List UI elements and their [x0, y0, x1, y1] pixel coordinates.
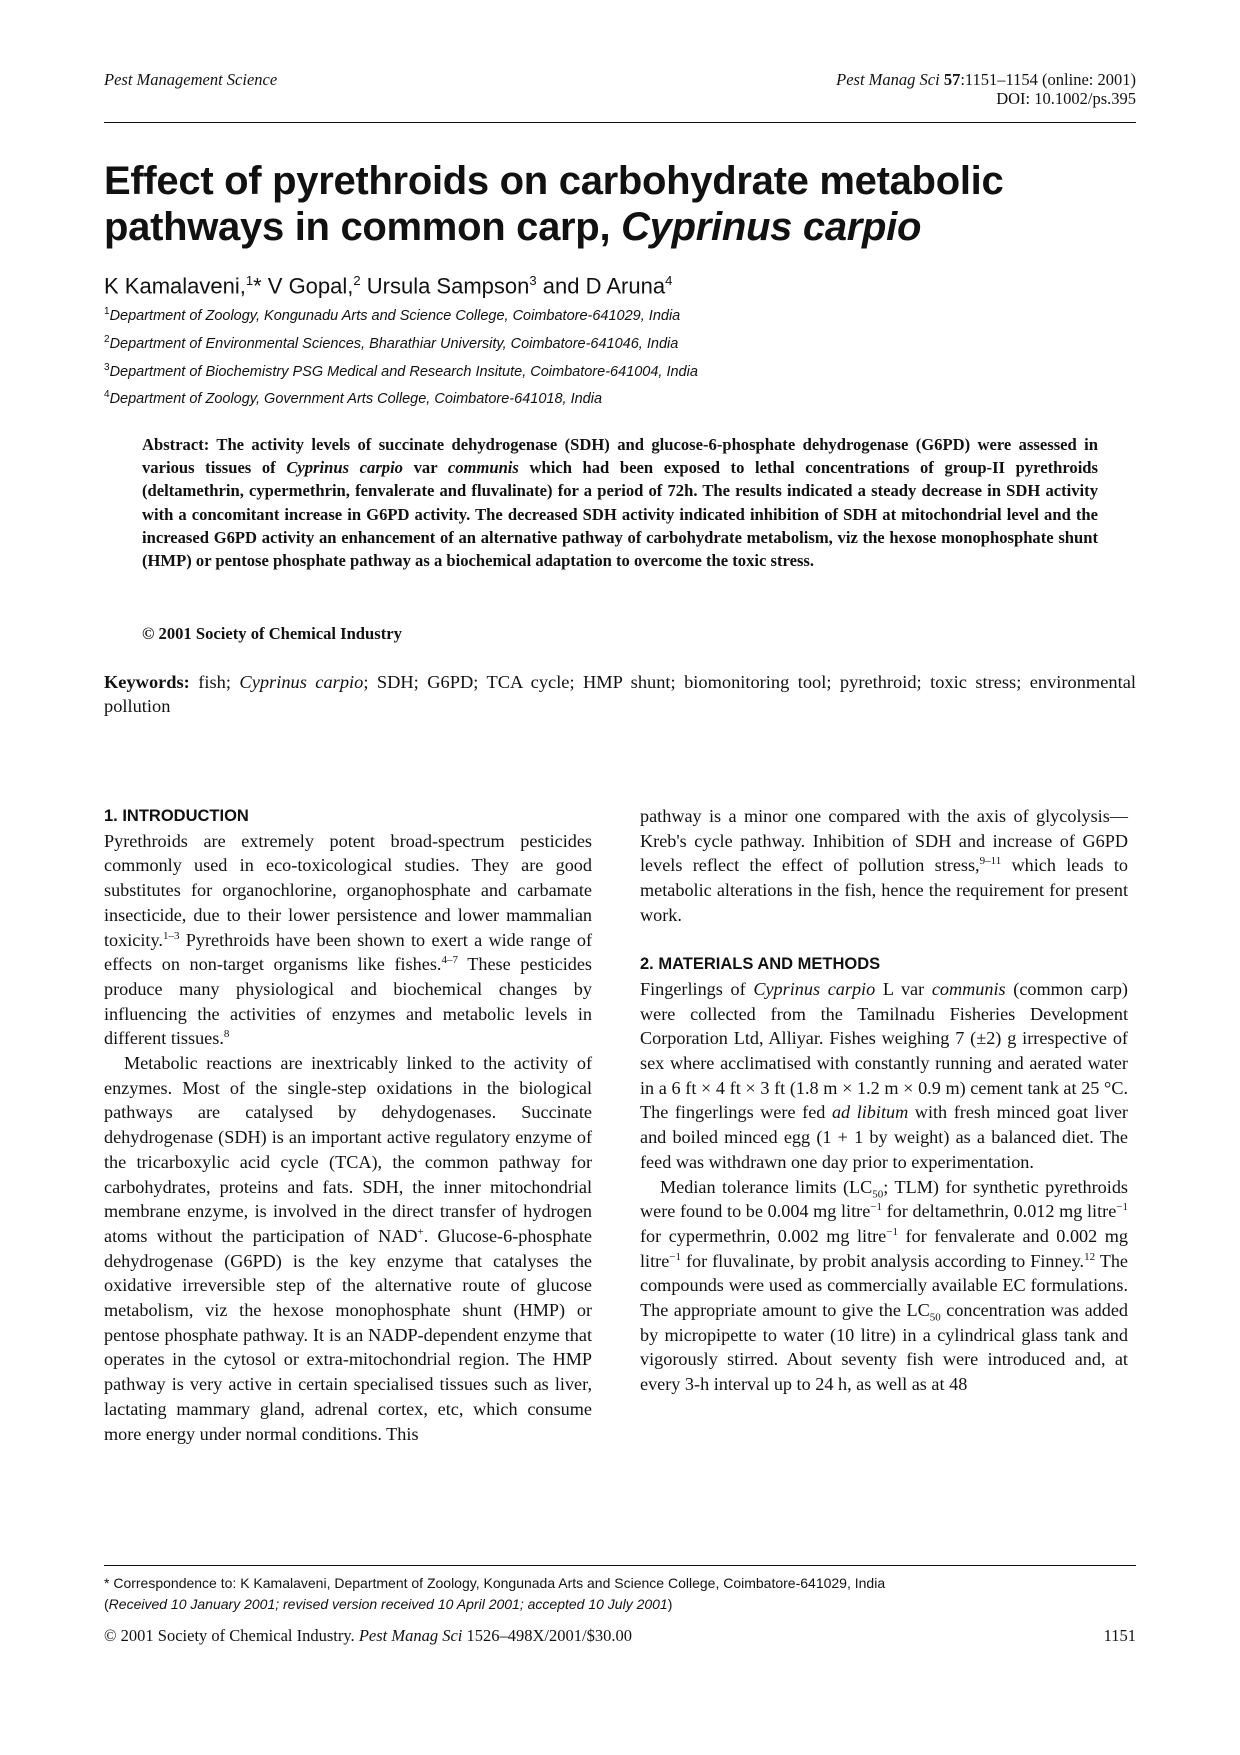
author: Ursula Sampson: [366, 273, 530, 299]
title-species: Cyprinus carpio: [621, 205, 922, 249]
paragraph: pathway is a minor one compared with the axis of glycolysis—Kreb's cycle pathway. Inhibition of SDH and increase of G6PD levels reflect the effect of pollution stress,$^{9-11}$ which leads to metabolic alterations in the fish, hence the requirement for present work.: [640, 806, 1129, 925]
article-title: [104, 158, 1144, 250]
running-head: [104, 70, 1136, 116]
paragraph: Metabolic reactions are inextricably linked to the activity of enzymes. Most of the single-step oxidations in the biological pathways are catalysed by dehydogenases. Succinate dehydrogenase (SDH) is an important active regulatory enzyme of the tricarboxylic acid cycle (TCA), the common pathway for carbohydrates, proteins and fats. SDH, the inner mitochondrial membrane enzyme, is involved in the direct transfer of hydrogen atoms without the participation of NAD+. Glucose-6-phosphate dehydrogenase (G6PD) is the key enzyme that catalyses the oxidative irreversible step of the alternative route of glucose metabolism, viz the hexose monophosphate shunt (HMP) or pentose phosphate pathway. It is an NADP-dependent enzyme that operates in the cytosol or extra-mitochondrial region. The HMP pathway is very active in certain specialised tissues such as liver, lactating mammary gland, adrenal cortex, etc, which consume more energy under normal conditions. This: [104, 1053, 592, 1444]
page-number: 1151: [1103, 1626, 1136, 1645]
keywords-label: Keywords:: [104, 672, 190, 692]
author-affil-mark: 4: [665, 273, 673, 288]
left-column: [104, 804, 592, 1446]
paragraph: Fingerlings of Cyprinus carpio L var communis (common carp) were collected from the Tamilnadu Fisheries Development Corporation Ltd, Alliyar. Fishes weighing 7 (±2) g irrespective of sex where acclimatised with constantly running and aerated water in a 6 ft × 4 ft × 3 ft (1.8 m × 1.2 m × 0.9 m) cement tank at 25 °C. The fingerlings were fed ad libitum with fresh minced goat liver and boiled minced egg (1 + 1 by weight) as a balanced diet. The feed was withdrawn one day prior to experimentation.: [640, 978, 1128, 1172]
affiliation: $^2$Department of Environmental Sciences, Bharathiar University, Coimbatore-641046, India: [104, 333, 679, 352]
citation-line: [836, 70, 1136, 89]
journal-name: Pest Management Science: [104, 70, 278, 89]
footer-copyright: © 2001 Society of Chemical Industry. Pest Manag Sci 1526–498X/2001/$30.00: [104, 1626, 632, 1645]
abstract: Abstract: The activity levels of succinate dehydrogenase (SDH) and glucose-6-phosphate dehydrogenase (G6PD) were assessed in various tissues of Cyprinus carpio var communis which had been exposed to lethal concentrations of group-II pyrethroids (deltamethrin, cypermethrin, fenvalerate and fluvalinate) for a period of 72h. The results indicated a steady decrease in SDH activity with a concomitant increase in G6PD activity. The decreased SDH activity indicated inhibition of SDH at mitochondrial level and the increased G6PD activity an enhancement of an alternative pathway of carbohydrate metabolism, viz the hexose monophosphate shunt (HMP) or pentose phosphate pathway as a biochemical adaptation to overcome the toxic stress.: [142, 435, 1098, 571]
affiliation-list: [104, 300, 698, 411]
abstract-copyright: © 2001 Society of Chemical Industry: [142, 624, 402, 643]
section-heading-methods: 2. MATERIALS AND METHODS: [640, 955, 881, 974]
author: D Aruna: [585, 273, 666, 299]
paragraph: Median tolerance limits ($LC_{50}$; TLM) for synthetic pyrethroids were found to be 0.004 mg litre$^{-1}$ for deltamethrin, 0.012 mg litre$^{-1}$ for cypermethrin, 0.002 mg litre$^{-1}$ for fenvalerate and 0.002 mg litre$^{-1}$ for fluvalinate, by probit analysis according to Finney.$^{12}$ The compounds were used as commercially available EC formulations. The appropriate amount to give the $LC_{50}$ concentration was added by micropipette to water (10 litre) in a cylindrical glass tank and vigorously stirred. About seventy fish were introduced and, at every 3-h interval up to 24 h, as well as at 48: [640, 1176, 1129, 1395]
header-rule: [104, 122, 1136, 123]
author: V Gopal,: [267, 273, 354, 299]
affiliation: $^1$Department of Zoology, Kongunadu Arts and Science College, Coimbatore-641029, India: [104, 306, 681, 324]
correspondence-footnote: * Correspondence to: K Kamalaveni, Department of Zoology, Kongunada Arts and Science College, Coimbatore-641029, India (Received 10 January 2001; revised version received 10 April 2001; accepted 10 July 2001): [104, 1575, 886, 1612]
author: K Kamalaveni,: [104, 273, 246, 299]
page-footer: [104, 1624, 1136, 1648]
citation-pages: :1151–1154 (online: 2001): [960, 70, 1136, 89]
citation-block: [836, 70, 1136, 108]
author-list: K Kamalaveni,$^1$* V Gopal,$^2$ Ursula Sampson$^3$ and D Aruna$^4$: [104, 273, 673, 299]
citation-journal: Pest Manag Sci: [836, 70, 940, 89]
author-affil-mark: 1: [245, 273, 254, 288]
author-affil-mark: 3: [529, 273, 537, 288]
footnote-rule: [104, 1565, 1136, 1566]
received-dates: Received 10 January 2001; revised version received 10 April 2001; accepted 10 July 2001: [108, 1595, 668, 1612]
section-heading-introduction: 1. INTRODUCTION: [104, 807, 249, 825]
title-main: Effect of pyrethroids on carbohydrate metabolic pathways in common carp,: [104, 159, 1004, 249]
affiliation: $^3$Department of Biochemistry PSG Medical and Research Insitute, Coimbatore-641004, India: [104, 361, 698, 380]
doi: DOI: 10.1002/ps.395: [996, 89, 1136, 108]
author-affil-mark: 2: [353, 273, 361, 288]
right-column: [640, 804, 1128, 1397]
citation-volume: 57: [943, 70, 961, 89]
paragraph: Pyrethroids are extremely potent broad-spectrum pesticides commonly used in eco-toxicological studies. They are good substitutes for organochlorine, organophosphate and carbamate insecticide, due to their lower persistence and lower mammalian toxicity.$^{1-3}$ Pyrethroids have been shown to exert a wide range of effects on non-target organisms like fishes.$^{4-7}$ These pesticides produce many physiological and biochemical changes by influencing the activities of enzymes and metabolic levels in different tissues.$^8$: [104, 830, 593, 1049]
keywords: Keywords: fish; Cyprinus carpio; SDH; G6PD; TCA cycle; HMP shunt; biomonitoring tool; pyrethroid; toxic stress; environmental pollution: [104, 672, 1136, 716]
affiliation: $^4$Department of Zoology, Government Arts College, Coimbatore-641018, India: [104, 389, 603, 408]
